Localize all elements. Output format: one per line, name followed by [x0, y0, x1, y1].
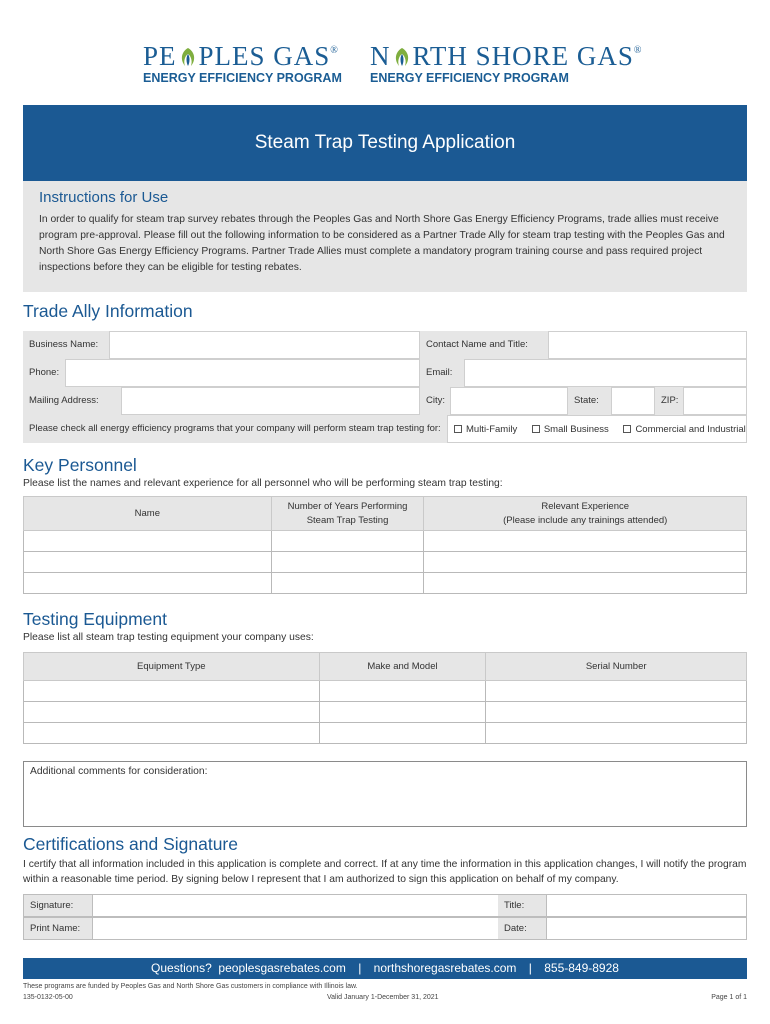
table-cell[interactable] — [424, 552, 747, 573]
mailing-address-label: Mailing Address: — [23, 387, 121, 415]
form-id: 135-0132-05-00 — [23, 994, 73, 1001]
instructions-body: In order to qualify for steam trap survey rebates through the Peoples Gas and North Shore Gas Energy Efficiency Programs, trade allies must receive program pre-approval. Please fill out the following information to be considered as a Partner Trade Ally for steam trap testing with the Peoples Gas and North Shore Gas Energy Efficiency Programs. Partner Trade Allies must complete a mandatory program training course and pass required project inspections before they can be eligible for testing rebates. — [39, 214, 725, 273]
city-input[interactable] — [450, 387, 568, 415]
city-label: City: — [420, 387, 450, 415]
north-shore-gas-rebates-link[interactable]: northshoregasrebates.com — [373, 961, 517, 975]
commercial-industrial-option[interactable] — [623, 424, 745, 435]
personnel-header-row — [24, 497, 747, 531]
table-cell[interactable] — [24, 552, 272, 573]
additional-comments-field[interactable] — [23, 761, 747, 827]
logo-header — [0, 36, 770, 86]
title-label: Title: — [498, 895, 546, 916]
col-experience-line1: Relevant Experience — [541, 500, 630, 512]
date-input[interactable] — [546, 918, 746, 939]
table-cell[interactable] — [486, 702, 747, 723]
northshore-brand-text-right: RTH SHORE GAS — [412, 41, 634, 71]
northshore-subtitle: ENERGY EFFICIENCY PROGRAM — [370, 71, 569, 85]
print-name-input[interactable] — [92, 918, 498, 939]
peoples-subtitle: ENERGY EFFICIENCY PROGRAM — [143, 71, 342, 85]
col-years — [271, 497, 424, 531]
flame-leaf-icon — [391, 46, 413, 68]
key-personnel-description: Please list the names and relevant experience for all personnel who will be performing steam trap testing: — [23, 478, 503, 489]
programs-prompt: Please check all energy efficiency programs that your company will perform steam trap testing for: — [23, 415, 447, 443]
small-business-option[interactable] — [532, 424, 609, 435]
title-input[interactable] — [546, 895, 746, 916]
state-label: State: — [568, 387, 611, 415]
key-personnel-heading: Key Personnel — [23, 455, 137, 475]
signature-row — [23, 894, 747, 917]
print-name-label: Print Name: — [24, 918, 92, 939]
table-cell[interactable] — [486, 681, 747, 702]
email-label: Email: — [420, 359, 464, 387]
table-cell[interactable] — [271, 552, 424, 573]
registered-mark: ® — [330, 45, 339, 56]
page-number: Page 1 of 1 — [711, 994, 747, 1001]
trade-ally-heading: Trade Ally Information — [23, 301, 193, 321]
table-cell[interactable] — [424, 531, 747, 552]
funding-note: These programs are funded by Peoples Gas and North Shore Gas customers in compliance with Illinois law. — [23, 983, 358, 990]
email-input[interactable] — [464, 359, 747, 387]
valid-dates: Valid January 1-December 31, 2021 — [327, 994, 439, 1001]
table-cell[interactable] — [486, 723, 747, 744]
table-row — [24, 702, 747, 723]
northshore-brand-text-left: N — [370, 41, 391, 71]
testing-equipment-heading: Testing Equipment — [23, 609, 167, 629]
address-row — [23, 387, 747, 415]
certifications-heading: Certifications and Signature — [23, 834, 238, 854]
equipment-table — [23, 652, 747, 744]
contact-name-label: Contact Name and Title: — [420, 331, 548, 359]
table-cell[interactable] — [424, 573, 747, 594]
signature-label: Signature: — [24, 895, 92, 916]
commercial-industrial-label: Commercial and Industrial — [635, 424, 746, 435]
table-cell[interactable] — [24, 681, 320, 702]
table-row — [24, 681, 747, 702]
programs-row — [23, 415, 747, 443]
col-experience-line2: (Please include any trainings attended) — [503, 514, 668, 526]
table-cell[interactable] — [319, 702, 486, 723]
phone-row — [23, 359, 747, 387]
col-years-line2: Steam Trap Testing — [306, 514, 389, 526]
phone-number[interactable]: 855-849-8928 — [544, 961, 619, 975]
peoples-brand-text-right: PLES GAS — [198, 41, 331, 71]
date-label: Date: — [498, 918, 546, 939]
flame-leaf-icon — [177, 46, 199, 68]
table-cell[interactable] — [24, 531, 272, 552]
page-title: Steam Trap Testing Application — [23, 105, 747, 181]
instructions-heading: Instructions for Use — [39, 189, 169, 206]
business-name-label: Business Name: — [23, 331, 109, 359]
table-cell[interactable] — [319, 681, 486, 702]
registered-mark: ® — [633, 45, 643, 56]
questions-label: Questions? — [151, 961, 212, 975]
checkbox-icon[interactable] — [454, 425, 462, 433]
business-name-input[interactable] — [109, 331, 420, 359]
zip-input[interactable] — [683, 387, 747, 415]
table-cell[interactable] — [24, 702, 320, 723]
table-cell[interactable] — [24, 723, 320, 744]
table-row — [24, 552, 747, 573]
equipment-header-row — [24, 653, 747, 681]
mailing-address-input[interactable] — [121, 387, 420, 415]
col-years-line1: Number of Years Performing — [287, 500, 408, 512]
multi-family-label: Multi-Family — [466, 424, 518, 435]
table-cell[interactable] — [24, 573, 272, 594]
col-make-model: Make and Model — [319, 653, 486, 681]
table-cell[interactable] — [271, 573, 424, 594]
multi-family-option[interactable] — [454, 424, 517, 435]
checkbox-icon[interactable] — [532, 425, 540, 433]
contact-name-input[interactable] — [548, 331, 747, 359]
peoples-brand-text-left: PE — [143, 41, 177, 71]
table-row — [24, 723, 747, 744]
instructions-box — [23, 181, 747, 292]
personnel-table — [23, 496, 747, 594]
peoples-gas-logo — [143, 36, 342, 85]
col-name: Name — [24, 497, 272, 531]
phone-label: Phone: — [23, 359, 65, 387]
signature-input[interactable] — [92, 895, 498, 916]
business-row — [23, 331, 747, 359]
separator: | — [358, 961, 362, 975]
state-input[interactable] — [611, 387, 655, 415]
table-row — [24, 573, 747, 594]
table-cell[interactable] — [271, 531, 424, 552]
col-experience — [424, 497, 747, 531]
col-serial-number: Serial Number — [486, 653, 747, 681]
checkbox-icon[interactable] — [623, 425, 631, 433]
table-cell[interactable] — [319, 723, 486, 744]
print-name-row — [23, 917, 747, 940]
north-shore-gas-logo — [370, 36, 643, 85]
testing-equipment-description: Please list all steam trap testing equipment your company uses: — [23, 632, 314, 643]
zip-label: ZIP: — [655, 387, 683, 415]
programs-options — [447, 415, 747, 443]
small-business-label: Small Business — [543, 424, 609, 435]
table-row — [24, 531, 747, 552]
col-equipment-type: Equipment Type — [24, 653, 320, 681]
peoples-gas-rebates-link[interactable]: peoplesgasrebates.com — [218, 961, 346, 975]
contact-footer-bar — [23, 958, 747, 979]
additional-comments-label: Additional comments for consideration: — [30, 766, 208, 777]
separator: | — [528, 961, 532, 975]
certification-text: I certify that all information included in this application is complete and correct. If at any time the information in this application changes, I will notify the program within a reasonable time period. By signing below I represent that I am authorized to sign this application on behalf of my company. — [23, 859, 747, 885]
phone-input[interactable] — [65, 359, 420, 387]
